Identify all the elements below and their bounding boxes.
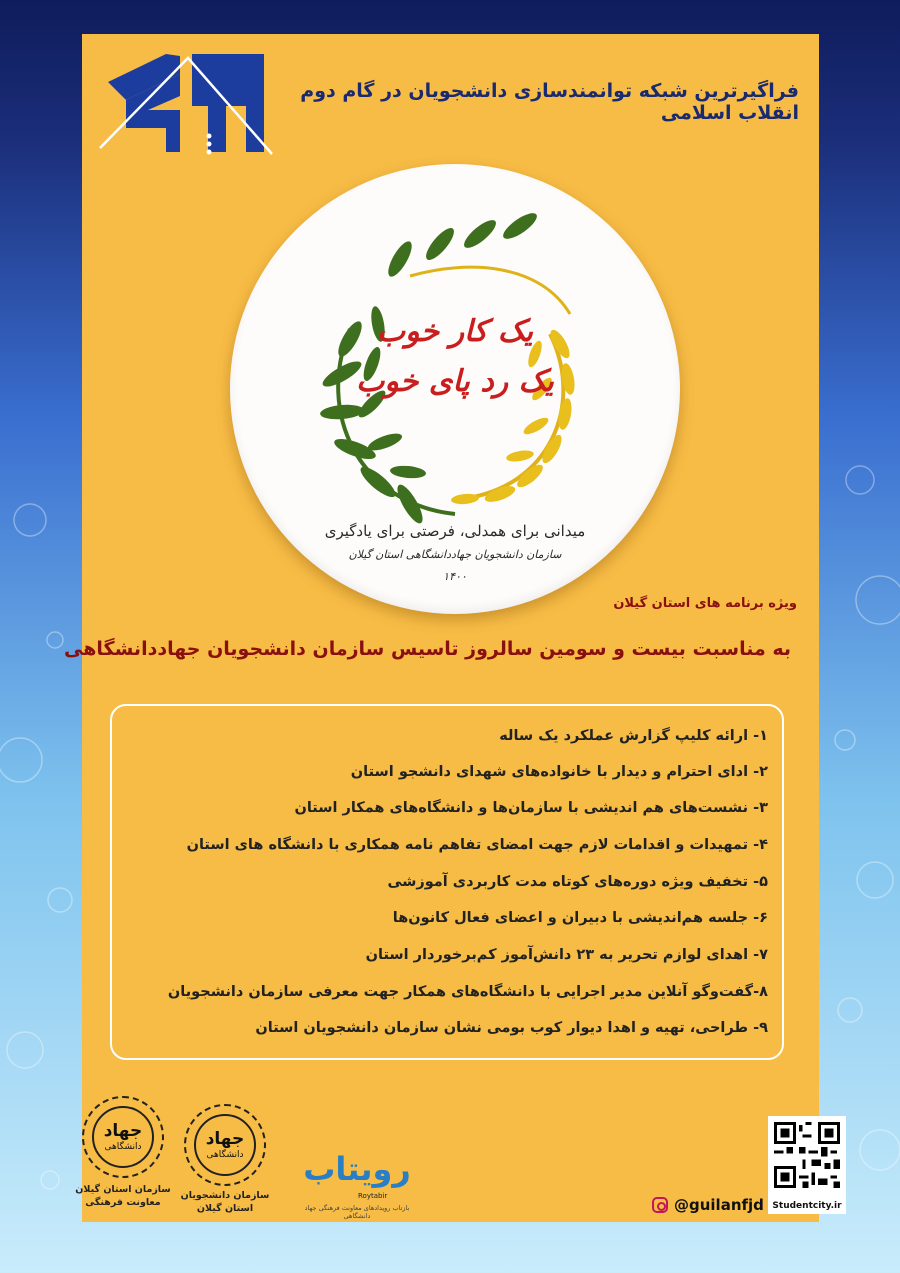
- instagram-handle: @guilanfjd: [674, 1196, 764, 1214]
- roytab-latin: Roytabir: [358, 1192, 388, 1200]
- qr-code[interactable]: [768, 1116, 846, 1214]
- program-subtitle: ویژه برنامه های استان گیلان: [613, 596, 797, 611]
- seal1-caption-line2: معاونت فرهنگی: [85, 1196, 161, 1208]
- plate-line-2: یک رد پای خوب: [356, 364, 554, 399]
- list-item: ۸-گفت‌وگو آنلاین مدیر اجرایی با دانشگاه‌های همکار جهت معرفی سازمان دانشجویان: [167, 984, 768, 1000]
- list-item: ۶- جلسه هم‌اندیشی با دبیران و اعضای فعال کانون‌ها: [392, 910, 768, 926]
- jahad-seal-cultural: [82, 1096, 164, 1178]
- plate-year: ۱۴۰۰: [443, 570, 467, 583]
- instagram-link[interactable]: [652, 1196, 764, 1214]
- seal1-caption: [68, 1184, 178, 1210]
- poster: [64, 34, 842, 1222]
- list-item: ۳- نشست‌های هم اندیشی با سازمان‌ها و دانشگاه‌های همکار استان: [294, 800, 768, 816]
- plate-caption: میدانی برای همدلی، فرصتی برای یادگیری: [324, 522, 586, 540]
- qr-code-icon: [774, 1122, 840, 1188]
- list-item: ۷- اهدای لوازم تحریر به ۲۳ دانش‌آموز کم‌برخوردار استان: [365, 947, 768, 963]
- program-list: [110, 704, 784, 1060]
- plate-org: سازمان دانشجویان جهاددانشگاهی استان گیلان: [348, 548, 562, 561]
- list-item: ۹- طراحی، تهیه و اهدا دیوار کوب بومی نشان سازمان دانشجویان استان: [255, 1020, 768, 1036]
- header-title: فراگیرترین شبکه توانمندسازی دانشجویان در گام دوم انقلاب اسلامی: [300, 80, 799, 124]
- instagram-icon: [652, 1197, 668, 1213]
- seal2-caption: [170, 1190, 280, 1216]
- seal-word: جهاد: [103, 1120, 143, 1141]
- roytab-logo: [292, 1150, 422, 1220]
- seal2-caption-line1: سازمان دانشجویان: [180, 1190, 270, 1201]
- qr-url: Studentcity.ir: [772, 1201, 842, 1211]
- list-item: ۴- تمهیدات و اقدامات لازم جهت امضای تفاهم نامه همکاری با دانشگاه های استان: [186, 837, 768, 853]
- seal-sub: دانشگاهی: [206, 1149, 244, 1160]
- list-item: ۲- ادای احترام و دیدار با خانواده‌های شهدای دانشجو استان: [350, 764, 768, 780]
- list-item: ۱- ارائه کلیپ گزارش عملکرد یک ساله: [499, 728, 768, 744]
- list-item: ۵- تخفیف ویژه دوره‌های کوتاه مدت کاربردی آموزشی: [387, 874, 768, 890]
- program-heading: به مناسبت بیست و سومین سالروز تاسیس سازمان دانشجویان جهاددانشگاهی: [64, 638, 791, 660]
- commemorative-plate: [230, 164, 680, 614]
- seal-word: جهاد: [205, 1128, 245, 1149]
- seal-sub: دانشگاهی: [104, 1141, 142, 1152]
- jahad-seal-students: [184, 1104, 266, 1186]
- seal2-caption-line2: استان گیلان: [196, 1202, 254, 1214]
- plate-line-1: یک کار خوب: [376, 314, 534, 349]
- seal1-caption-line1: سازمان استان گیلان: [75, 1184, 171, 1195]
- roytab-tagline: بازتاب رویدادهای معاونت فرهنگی جهاد دانشگاهی: [304, 1204, 410, 1220]
- roytab-word: رویتاب: [303, 1150, 411, 1188]
